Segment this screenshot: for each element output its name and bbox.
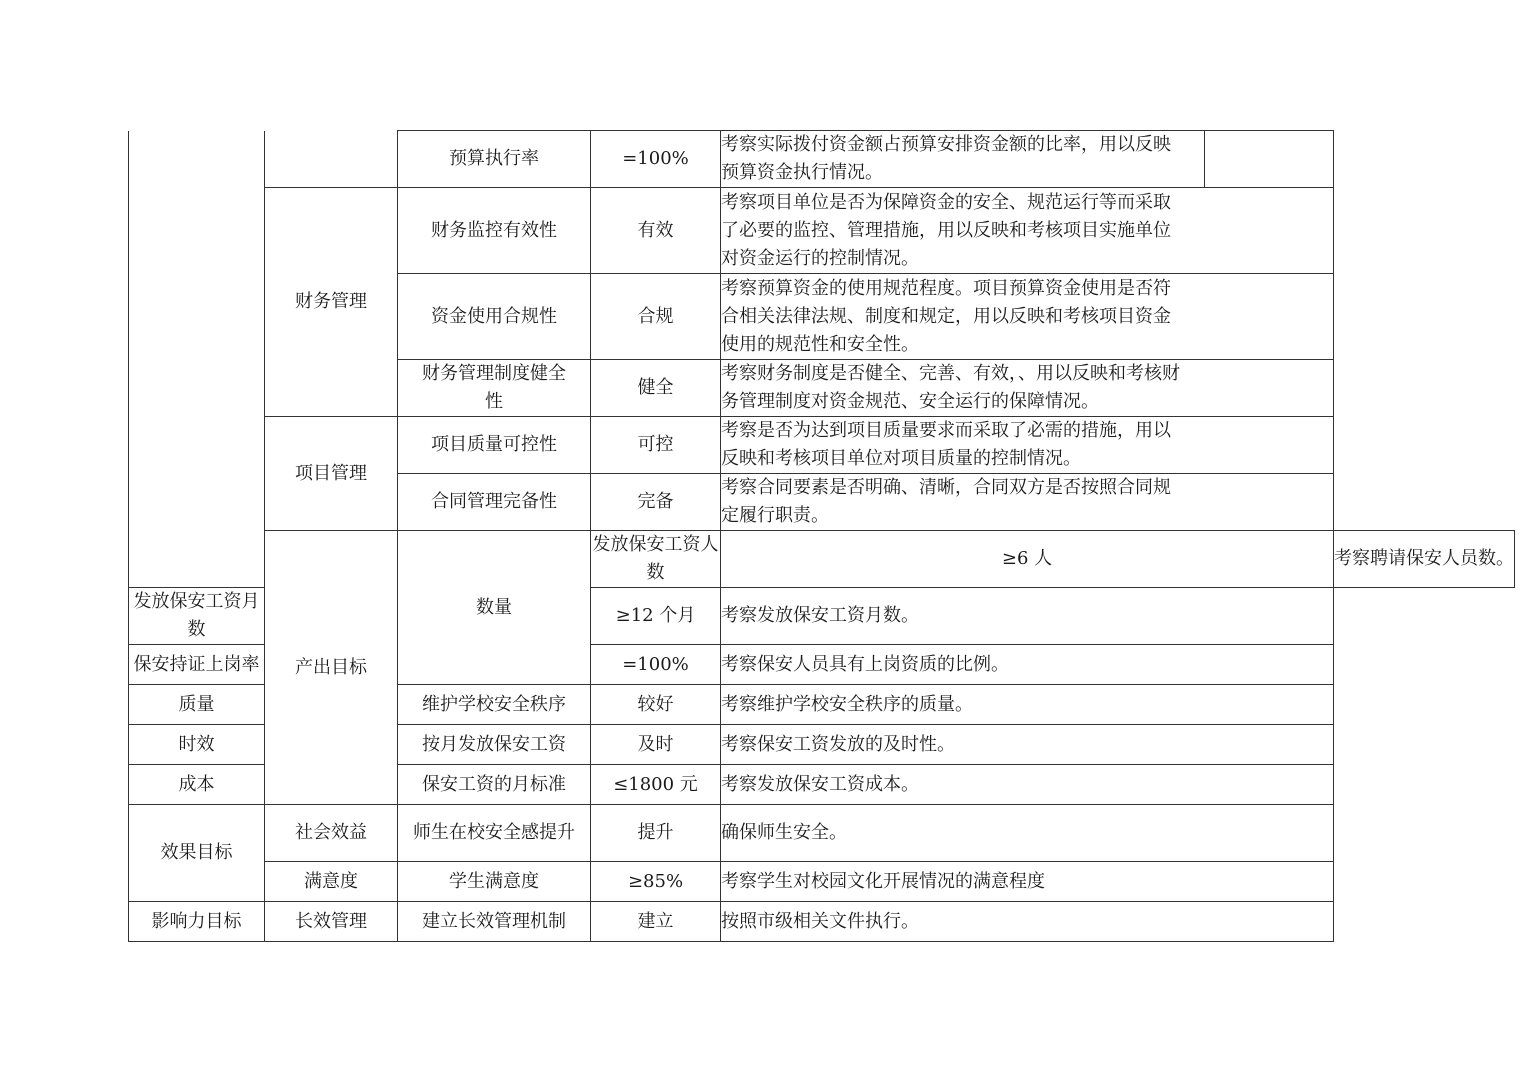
third-level-indicator: 按月发放保安工资 xyxy=(398,725,591,765)
indicator-description xyxy=(721,417,1334,474)
second-level-indicator: 时效 xyxy=(129,725,265,765)
third-level-indicator: 预算执行率 xyxy=(398,131,591,188)
first-level-indicator: 效果目标 xyxy=(129,805,265,902)
table-row xyxy=(129,531,1515,588)
third-level-indicator: 财务监控有效性 xyxy=(398,188,591,274)
indicator-value: 可控 xyxy=(591,417,721,474)
indicator-description: 按照市级相关文件执行。 xyxy=(721,902,1334,942)
second-level-indicator: 财务管理 xyxy=(265,188,398,417)
indicator-description-text: 考察项目单位是否为保障资金的安全、规范运行等而采取了必要的监控、管理措施，用以反映和考核项目实施单位对资金运行的控制情况。 xyxy=(721,191,1171,269)
third-level-indicator: 保安工资的月标准 xyxy=(398,765,591,805)
third-level-indicator xyxy=(398,805,591,862)
second-level-indicator: 成本 xyxy=(129,765,265,805)
indicator-description: 确保师生安全。 xyxy=(721,805,1334,862)
table-row xyxy=(129,131,1515,188)
indicator-description xyxy=(721,131,1334,188)
second-level-indicator-cell xyxy=(265,131,398,188)
third-level-indicator: 合同管理完备性 xyxy=(398,474,591,531)
third-level-indicator: 学生满意度 xyxy=(398,862,591,902)
indicator-value: 较好 xyxy=(591,685,721,725)
third-level-indicator xyxy=(398,360,591,417)
third-level-indicator: 发放保安工资月数 xyxy=(129,588,265,645)
row-divider-line xyxy=(1204,130,1205,187)
second-level-indicator: 质量 xyxy=(129,685,265,725)
third-level-indicator-text: 财务管理制度健全性 xyxy=(422,363,566,412)
indicator-value: 提升 xyxy=(591,805,721,862)
third-level-indicator: 建立长效管理机制 xyxy=(398,902,591,942)
second-level-indicator: 数量 xyxy=(398,531,591,685)
indicator-value: ≥85% xyxy=(591,862,721,902)
indicator-description: 考察维护学校安全秩序的质量。 xyxy=(721,685,1334,725)
indicator-description-text: 考察财务制度是否健全、完善、有效，、用以反映和考核财务管理制度对资金规范、安全运行的保障情况。 xyxy=(721,363,1180,412)
third-level-indicator: 保安持证上岗率 xyxy=(129,645,265,685)
indicator-description xyxy=(721,474,1334,531)
indicator-value: 健全 xyxy=(591,360,721,417)
indicator-value: =100% xyxy=(591,645,721,685)
indicator-description xyxy=(721,188,1334,274)
table-row xyxy=(129,805,1515,862)
indicator-description: 考察学生对校园文化开展情况的满意程度 xyxy=(721,862,1334,902)
indicator-description: 考察聘请保安人员数。 xyxy=(1334,531,1515,588)
third-level-indicator: 项目质量可控性 xyxy=(398,417,591,474)
indicator-value: =100% xyxy=(591,131,721,188)
indicator-value: 合规 xyxy=(591,274,721,360)
indicator-value: 有效 xyxy=(591,188,721,274)
first-level-indicator: 影响力目标 xyxy=(129,902,265,942)
second-level-indicator: 长效管理 xyxy=(265,902,398,942)
indicator-description: 考察发放保安工资成本。 xyxy=(721,765,1334,805)
indicator-description xyxy=(721,274,1334,360)
indicator-description: 考察发放保安工资月数。 xyxy=(721,588,1334,645)
second-level-indicator: 项目管理 xyxy=(265,417,398,531)
indicator-value: ≤1800 元 xyxy=(591,765,721,805)
table-row xyxy=(129,862,1515,902)
indicator-value: 建立 xyxy=(591,902,721,942)
first-level-indicator-cell xyxy=(129,131,265,588)
indicator-description-text: 考察预算资金的使用规范程度。项目预算资金使用是否符合相关法律法规、制度和规定，用以反映和考核项目资金使用的规范性和安全性。 xyxy=(721,277,1171,355)
indicator-description-text: 考察合同要素是否明确、清晰，合同双方是否按照合同规定履行职责。 xyxy=(721,477,1171,526)
third-level-indicator: 维护学校安全秩序 xyxy=(398,685,591,725)
table-row xyxy=(129,902,1515,942)
indicator-value: 及时 xyxy=(591,725,721,765)
indicator-description: 考察保安人员具有上岗资质的比例。 xyxy=(721,645,1334,685)
third-level-indicator-text: 师生在校安全感提升 xyxy=(413,822,575,843)
table-row xyxy=(129,417,1515,474)
indicator-value: 完备 xyxy=(591,474,721,531)
performance-indicator-table xyxy=(128,130,1515,942)
third-level-indicator: 发放保安工资人数 xyxy=(591,531,721,588)
second-level-indicator: 满意度 xyxy=(265,862,398,902)
indicator-description-text: 考察实际拨付资金额占预算安排资金额的比率，用以反映预算资金执行情况。 xyxy=(721,134,1171,183)
indicator-description xyxy=(721,360,1334,417)
second-level-indicator: 社会效益 xyxy=(265,805,398,862)
indicator-description: 考察保安工资发放的及时性。 xyxy=(721,725,1334,765)
indicator-description-text: 考察是否为达到项目质量要求而采取了必需的措施，用以反映和考核项目单位对项目质量的控制情况。 xyxy=(721,420,1171,469)
first-level-indicator: 产出目标 xyxy=(265,531,398,805)
third-level-indicator: 资金使用合规性 xyxy=(398,274,591,360)
indicator-value: ≥12 个月 xyxy=(591,588,721,645)
indicator-value: ≥6 人 xyxy=(721,531,1334,588)
table-row xyxy=(129,188,1515,274)
